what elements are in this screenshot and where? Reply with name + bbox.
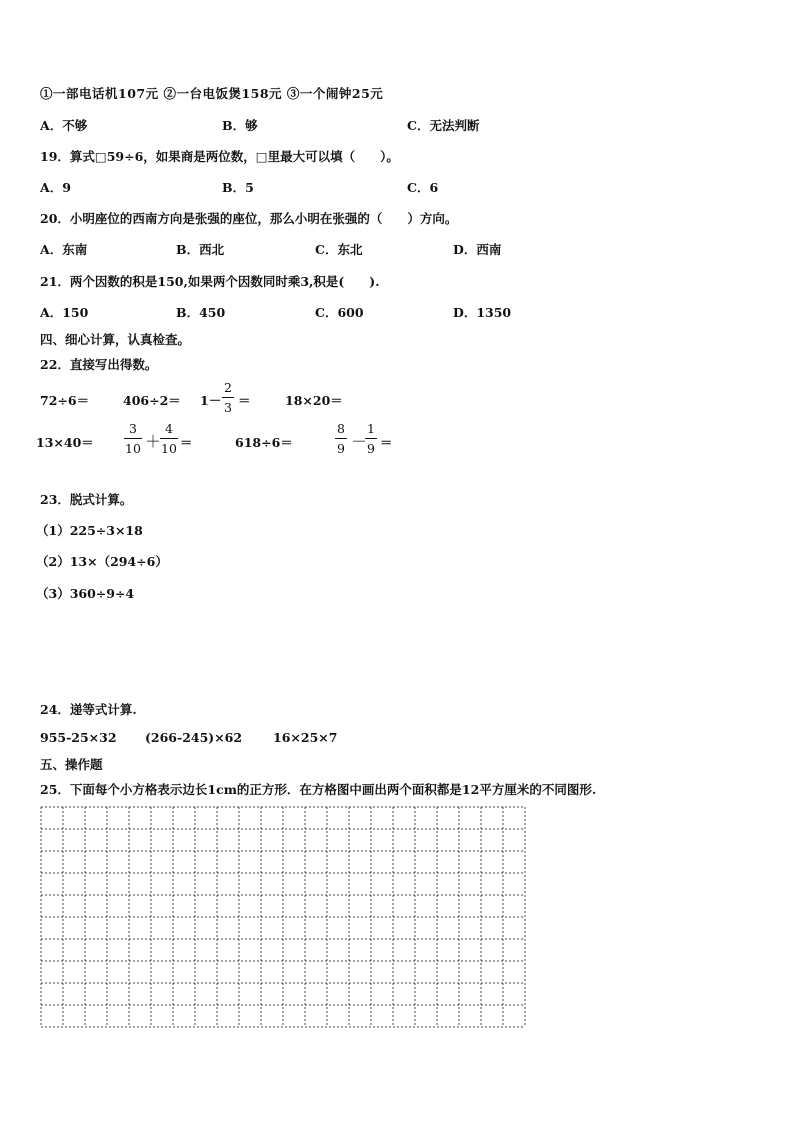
q22-r2-expr1: 13×40＝: [36, 435, 94, 450]
q23-item-2: （2）13×（294÷6）: [36, 554, 168, 569]
q19-question: 19．算式□59÷6，如果商是两位数，□里最大可以填（ ）。: [40, 149, 399, 164]
section-four-heading: 四、细心计算，认真检查。: [40, 332, 191, 347]
q24-item-3: 16×25×7: [273, 730, 338, 745]
q19-option-c: C．6: [407, 180, 439, 195]
q18-option-a: A．不够: [40, 118, 88, 133]
fraction-bar: [160, 438, 178, 439]
q21-option-a: A．150: [40, 305, 89, 320]
q22-r2-equals2: ＝: [380, 435, 393, 450]
q22-r2-fraction1: [124, 421, 142, 456]
q19-option-a: A．9: [40, 180, 71, 195]
q24-title: 24．递等式计算.: [40, 702, 137, 717]
q22-r1-expr1: 72÷6＝: [40, 393, 90, 408]
fraction-numerator: 1: [367, 421, 375, 436]
q20-option-b: B．西北: [176, 242, 225, 257]
fraction-numerator: 2: [224, 380, 232, 395]
plus-sign: ＋: [145, 432, 162, 451]
fraction-numerator: 8: [337, 421, 345, 436]
q21-option-d: D．1350: [453, 305, 512, 320]
fraction-bar: [222, 397, 234, 398]
q21-option-b: B．450: [176, 305, 226, 320]
q22-r2-expr3: 618÷6＝: [235, 435, 293, 450]
q21-question: 21．两个因数的积是150,如果两个因数同时乘3,积是( ).: [40, 274, 380, 289]
q18-option-b: B．够: [222, 118, 258, 133]
q20-option-d: D．西南: [453, 242, 502, 257]
q22-r2-fraction3: [335, 421, 347, 456]
fraction-bar: [124, 438, 142, 439]
q23-title: 23．脱式计算。: [40, 492, 133, 507]
q18-items: ①一部电话机107元 ②一台电饭煲158元 ③一个闹钟25元: [40, 86, 384, 101]
q22-r1-expr3-suffix: ＝: [238, 393, 251, 408]
q23-item-1: （1）225÷3×18: [36, 523, 143, 538]
fraction-denominator: 10: [161, 441, 177, 456]
q22-r2-fraction4: [365, 421, 377, 456]
fraction-bar: [335, 438, 347, 439]
q20-option-a: A．东南: [40, 242, 88, 257]
q20-question: 20．小明座位的西南方向是张强的座位，那么小明在张强的（ ）方向。: [40, 211, 458, 226]
section-five-heading: 五、操作题: [40, 757, 103, 772]
fraction-bar: [365, 438, 377, 439]
fraction-denominator: 9: [367, 441, 375, 456]
q22-r1-expr4: 18×20＝: [285, 393, 343, 408]
fraction-denominator: 10: [125, 441, 141, 456]
q24-item-2: (266-245)×62: [145, 730, 243, 745]
q19-option-b: B．5: [222, 180, 254, 195]
q24-item-1: 955-25×32: [40, 730, 117, 745]
q22-title: 22．直接写出得数。: [40, 357, 158, 372]
q25-question: 25．下面每个小方格表示边长1cm的正方形．在方格图中画出两个面积都是12平方厘米的不同图形.: [40, 782, 597, 797]
q20-option-c: C．东北: [315, 242, 363, 257]
q22-r2-fraction2: [160, 421, 178, 456]
q22-r2-equals1: ＝: [180, 435, 193, 450]
q22-r1-expr3-prefix: 1－: [200, 393, 222, 408]
minus-sign: －: [351, 432, 368, 451]
fraction-denominator: 3: [224, 400, 232, 415]
square-grid: [40, 806, 528, 1030]
fraction-numerator: 4: [165, 421, 173, 436]
q18-option-c: C．无法判断: [407, 118, 480, 133]
q23-item-3: （3）360÷9÷4: [36, 586, 135, 601]
fraction-numerator: 3: [129, 421, 137, 436]
q22-r1-expr2: 406÷2＝: [123, 393, 181, 408]
fraction-denominator: 9: [337, 441, 345, 456]
q21-option-c: C．600: [315, 305, 364, 320]
q22-r1-fraction: [222, 380, 234, 415]
